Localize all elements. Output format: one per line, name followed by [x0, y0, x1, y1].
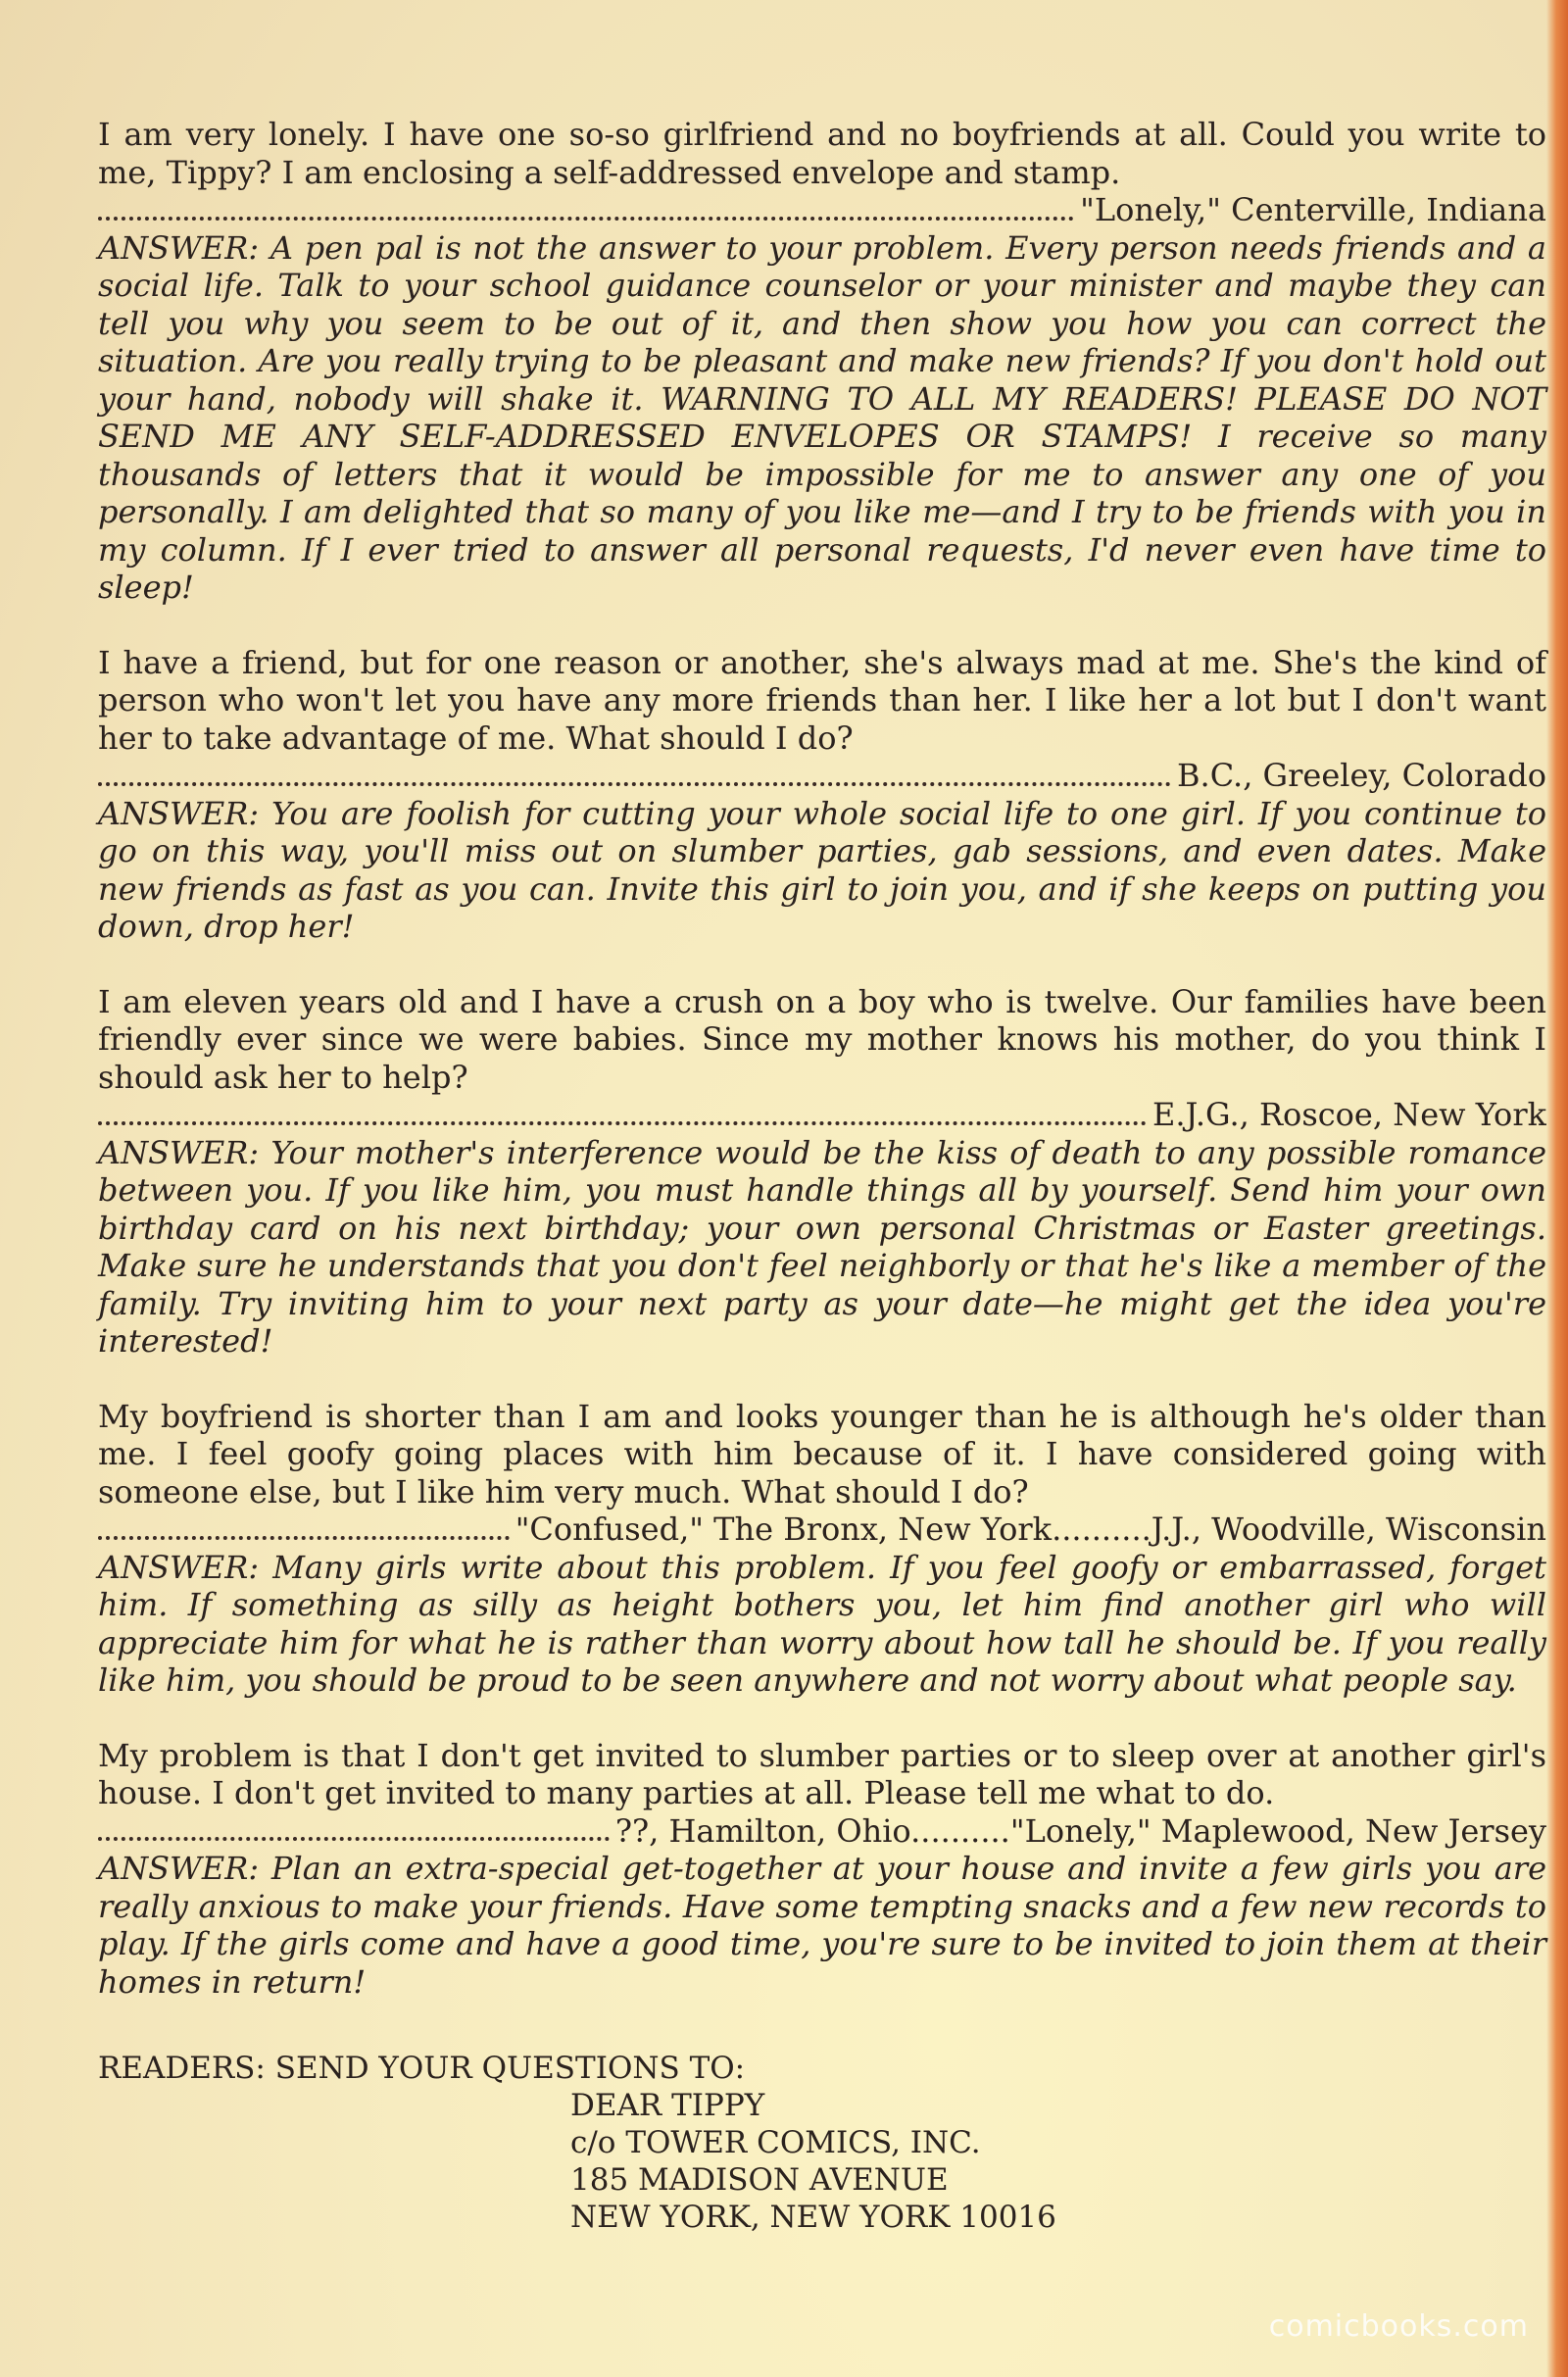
letter-question: My boyfriend is shorter than I am and looks younger than he is although he's older than me. I feel goofy going places with him because of it. I have considered going with someone else, but I like him very much. What should I do?: [98, 1397, 1546, 1510]
letter-question: My problem is that I don't get invited to slumber parties or to sleep over at another girl's house. I don't get invited to many parties at all. Please tell me what to do.: [98, 1736, 1546, 1811]
letter-signature: E.J.G., Roscoe, New York: [1152, 1096, 1546, 1133]
letter-signature: "Lonely," Centerville, Indiana: [1080, 191, 1546, 228]
dot-leader: [98, 1536, 510, 1540]
answer-label: ANSWER:: [98, 1548, 260, 1586]
letter-4: [98, 1398, 1546, 1700]
advice-column: [98, 116, 1546, 2236]
dot-leader: [98, 1837, 610, 1841]
answer-label: ANSWER:: [98, 1133, 260, 1171]
letter-signature-line: [98, 1812, 1546, 1851]
answer-label: ANSWER:: [98, 794, 260, 832]
answer-text: Your mother's interference would be the kiss of death to any possible romance between you. If you like him, you must handle things all by yourself. Send him your own birthday card on his next birthday; your own personal Christmas or Easter greetings. Make sure he understands that you don't feel neighborly or that he's like a member of the family. Try inviting him to your next party as your date—he might get the idea you're interested!: [98, 1133, 1547, 1360]
answer-label: ANSWER:: [98, 1850, 260, 1887]
letter-signature: B.C., Greeley, Colorado: [1177, 757, 1546, 794]
letter-1: [98, 116, 1546, 607]
letter-answer: [98, 1549, 1546, 1700]
dot-leader: [98, 217, 1074, 221]
letter-2: [98, 644, 1546, 946]
letter-answer: [98, 1134, 1546, 1361]
answer-label: ANSWER:: [98, 228, 260, 267]
page-edge-strip: [1546, 0, 1568, 2377]
address-line: NEW YORK, NEW YORK 10016: [570, 2200, 1056, 2235]
letter-signature-line: [98, 191, 1546, 229]
letter-signature: "Confused," The Bronx, New York..........J.J., Woodville, Wisconsin: [514, 1510, 1546, 1548]
letter-signature-line: [98, 757, 1546, 795]
answer-text: You are foolish for cutting your whole social life to one girl. If you continue to go on this way, you'll miss out on slumber parties, gab sessions, and even dates. Make new friends as fast as you can. Invite this girl to join you, and if she keeps on putting you down, drop her!: [98, 794, 1547, 945]
answer-text: Plan an extra-special get-together at your house and invite a few girls you are really anxious to make your friends. Have some tempting snacks and a few new records to play. If the girls come and have a good time, you're sure to be invited to join them at their homes in return!: [98, 1850, 1547, 2001]
letter-3: [98, 983, 1546, 1361]
dot-leader: [98, 1121, 1147, 1125]
address-line: 185 MADISON AVENUE: [570, 2162, 949, 2198]
letter-answer: [98, 1850, 1546, 2001]
letter-signature-line: [98, 1096, 1546, 1134]
letter-signature: ??, Hamilton, Ohio.........."Lonely," Maplewood, New Jersey: [614, 1811, 1546, 1850]
address-line: DEAR TIPPY: [570, 2088, 765, 2123]
answer-text: A pen pal is not the answer to your problem. Every person needs friends and a social life. Talk to your school guidance counselor or your minister and maybe they can tell you why you seem to be out of it, and then show you how you can correct the situation. Are you really trying to be pleasant and make new friends? If you don't hold out your hand, nobody will shake it. WARNING TO ALL MY READERS! PLEASE DO NOT SEND ME ANY SELF-ADDRESSED ENVELOPES OR STAMPS! I receive so many thousands of letters that it would be impossible for me to answer any one of you personally. I am delighted that so many of you like me—and I try to be friends with you in my column. If I ever tried to answer all personal requests, I'd never even have time to sleep!: [98, 228, 1547, 606]
letter-question: I have a friend, but for one reason or another, she's always mad at me. She's the kind of person who won't let you have any more friends than her. I like her a lot but I don't want her to take advantage of me. What should I do?: [98, 643, 1546, 757]
letter-question: I am eleven years old and I have a crush on a boy who is twelve. Our families have been friendly ever since we were babies. Since my mother knows his mother, do you think I should ask her to help?: [98, 982, 1546, 1096]
readers-heading: READERS: SEND YOUR QUESTIONS TO:: [98, 2051, 746, 2086]
answer-text: Many girls write about this problem. If you feel goofy or embarrassed, forget him. If something as silly as height bothers you, let him find another girl who will appreciate him for what he is rather than worry about how tall he should be. If you really like him, you should be proud to be seen anywhere and not worry about what people say.: [98, 1548, 1547, 1699]
letter-signature-line: [98, 1510, 1546, 1549]
mailing-address: [570, 2087, 1546, 2236]
letter-question: I am very lonely. I have one so-so girlfriend and no boyfriends at all. Could you write to me, Tippy? I am enclosing a self-addressed envelope and stamp.: [98, 116, 1546, 191]
watermark: comicbooks.com: [1268, 2309, 1529, 2344]
address-line: c/o TOWER COMICS, INC.: [570, 2125, 981, 2160]
dot-leader: [98, 782, 1171, 786]
letter-5: [98, 1737, 1546, 2002]
letter-answer: [98, 795, 1546, 946]
letter-answer: [98, 229, 1546, 607]
